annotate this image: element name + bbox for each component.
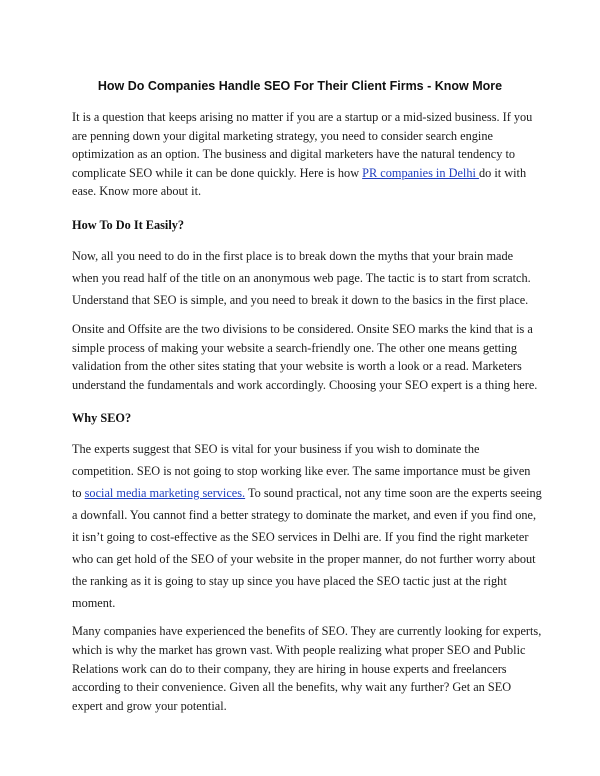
social-media-marketing-link[interactable]: social media marketing services. <box>84 486 246 501</box>
pr-companies-delhi-link[interactable]: PR companies in Delhi <box>362 165 479 180</box>
intro-text-before-link: It is a question that keeps arising no matter if you are a startup or a mid-sized business. If you are penning down your digital marketing strategy, you need to consider search engine optimization as an option. The business and digital marketers have the natural tendency to complicate SEO while it can be done quickly. Here is how <box>72 110 533 180</box>
section-heading-why-seo: Why SEO? <box>72 411 132 426</box>
why-seo-text-after-link: To sound practical, not any time soon are the experts seeing a downfall. You cannot find a better strategy to dominate the market, and even if you find one, it isn’t going to cost-effective as the SEO services in Delhi are. If you find the right marketer who can get hold of the SEO of your website in the proper manner, do not further worry about the ranking as it is going to stay up since you have placed the SEO tactic just at the right moment. <box>72 486 542 611</box>
why-seo-paragraph-1 <box>72 438 542 614</box>
section-heading-how-to: How To Do It Easily? <box>72 217 185 232</box>
why-seo-paragraph-2: Many companies have experienced the benefits of SEO. They are currently looking for experts, which is why the market has grown vast. With people realizing what proper SEO and Public Relations work can do to their company, they are hiring in house experts and freelancers according to their convenience. Given all the benefits, why wait any further? Get an SEO expert and grow your potential. <box>72 624 542 713</box>
intro-paragraph <box>72 108 542 201</box>
how-to-paragraph-1: Now, all you need to do in the first place is to break down the myths that your brain made when you read half of the title on an anonymous web page. The tactic is to start from scratch. Understand that SEO is simple, and you need to break it down to the basics in the first place. <box>72 248 531 307</box>
document-body <box>72 108 542 715</box>
intro-text-after-link: do it with ease. Know more about it. <box>72 165 527 199</box>
how-to-paragraph-2: Onsite and Offsite are the two divisions to be considered. Onsite SEO marks the kind that is a simple process of making your website a search-friendly one. The other one means getting validation from the other sites stating that your website is worth a look or a read. Marketers understand the fundamentals and work accordingly. Choosing your SEO expert is a thing here. <box>72 321 538 392</box>
why-seo-text-before-link: The experts suggest that SEO is vital for your business if you wish to dominate the competition. SEO is not going to stop working like ever. The same importance must be given to <box>72 442 531 501</box>
document-title: How Do Companies Handle SEO For Their Client Firms - Know More <box>97 79 503 93</box>
